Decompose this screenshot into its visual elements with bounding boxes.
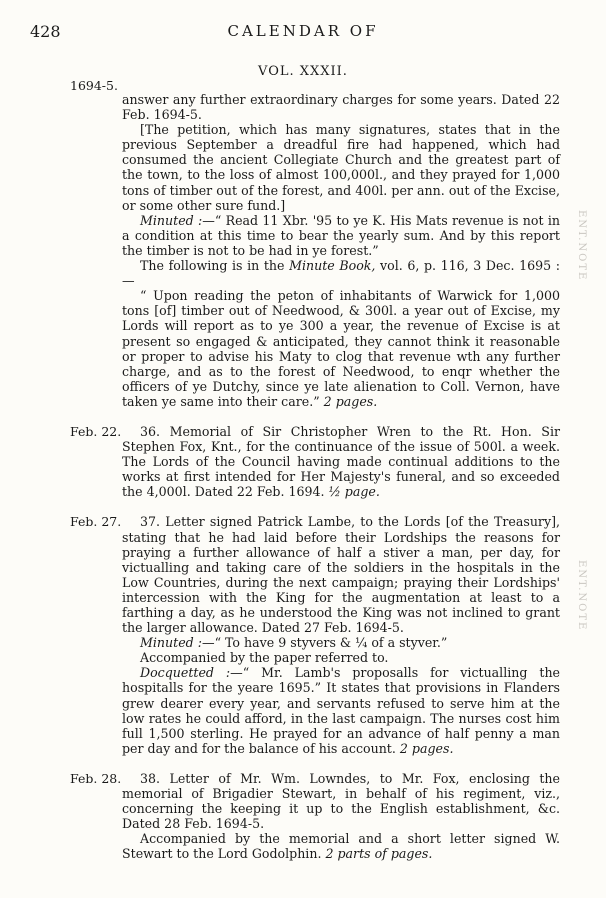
quote-text: “ Upon reading the peton of inhabitants of Warwick for 1,000 tons [of] timber out of Needwood, & 300l. a year out of Excise, my Lords will report as to ye 300 a year, the revenue of Excise is at present so engaged & anticipated, they cannot think it reasonable or proper to advise his Maty to clog that revenue wth any further charge, and as to the forest of Needwood, to enqr whether the officers of ye Dutchy, since ye late alienation to Coll. Vernon, have taken ye same into their care.”: [122, 288, 560, 409]
document-body: [70, 92, 561, 862]
entry-body: 38. Letter of Mr. Wm. Lowndes, to Mr. Fox, enclosing the memorial of Brigadier Stewart, in behalf of his regiment, viz., concerning the keeping it up to the English establishment, &c. Dated 28 Feb. 1694-5.: [122, 770, 560, 832]
minute-book-ref: Minute Book,: [289, 258, 376, 274]
entry-38: [70, 770, 560, 862]
entry-date: Feb. 28.: [70, 770, 122, 786]
docquetted-paragraph: [122, 665, 560, 756]
entry-date: Feb. 27.: [70, 514, 122, 530]
docquetted-text: “ Mr. Lamb's proposalls for victualling the hospitalls for the yeare 1695.” It states that provisions in Flanders grew dearer every year, and servants refused to serve him at the low rates he could afford, in the last campaign. The nurses cost him full 1,500 sterling. He prayed for an advance of half penny a man per day and for the balance of his account.: [122, 665, 561, 756]
accompanied-note: Accompanied by the paper referred to.: [140, 650, 389, 666]
library-stamp: ENT.NOTE: [576, 560, 587, 632]
year-margin-note: 1694-5.: [70, 78, 118, 93]
minute-book-paragraph: [122, 258, 560, 288]
entry-body: 37. Letter signed Patrick Lambe, to the Lords [of the Treasury], stating that he had laid before their Lordships the reasons for praying a further allowance of half a stiver a man, per day, for victualling and taking care of the soldiers in the hospitals in the Low Countries, during the next campaign; praying their Lordships' intercession with the King for the augmentation at least to a farthing a day, as he understood the King was not inclined to grant the larger allowance. Dated 27 Feb. 1694-5.: [122, 514, 560, 636]
library-stamp: ENT.NOTE: [576, 210, 587, 282]
entry-continuation: [122, 92, 560, 409]
docquetted-label: Docquetted :—: [140, 665, 243, 681]
continuation-text: answer any further extraordinary charges for some years. Dated 22 Feb. 1694-5.: [122, 92, 560, 123]
entry-36: [70, 423, 560, 500]
accompanied-note: Accompanied by the memorial and a short letter signed W. Stewart to the Lord Godolphin.: [122, 831, 560, 862]
pages-note: ½ page.: [328, 484, 380, 500]
page-number: 428: [30, 22, 61, 41]
entry-text: [122, 424, 560, 499]
minuted-label: Minuted :—: [140, 635, 215, 651]
entry-37: [70, 514, 561, 756]
minuted-text: “ To have 9 styvers & ¼ of a styver.”: [214, 635, 448, 651]
pages-note: 2 pages.: [399, 740, 454, 756]
volume-heading: VOL. XXXII.: [258, 64, 348, 79]
minuted-label: Minuted :—: [140, 212, 215, 228]
entry-date: Feb. 22.: [70, 423, 122, 439]
bracket-note: [The petition, which has many signatures, states that in the previous September a dreadful fire had happened, which had consumed the ancient Collegiate Church and the greatest part of the town, to the loss of almost 100,000l., and they prayed for 1,000 tons of timber out of the forest, and 400l. per ann. out of the Excise, or some other sure fund.]: [122, 122, 560, 213]
minuted-text: “ Read 11 Xbr. '95 to ye K. His Mats revenue is not in a condition at this time to bear the yearly sum. And by this report the timber is not to be had in ye forest.”: [122, 212, 560, 258]
pages-note: 2 pages.: [323, 393, 378, 409]
accompanied-paragraph: [122, 831, 560, 861]
pages-note: 2 parts of pages.: [325, 846, 433, 862]
quote-paragraph: [122, 288, 560, 409]
minuted-paragraph: [122, 635, 560, 650]
minute-book-intro: The following is in the: [140, 258, 285, 274]
minute-book-rest: vol. 6, p. 116, 3 Dec. 1695 :—: [122, 258, 560, 289]
entry-body: 36. Memorial of Sir Christopher Wren to the Rt. Hon. Sir Stephen Fox, Knt., for the continuance of the issue of 500l. a week. The Lords of the Council having made continual additions to the works at first intended for Her Majesty's funeral, and so exceeded the 4,000l. Dated 22 Feb. 1694.: [122, 423, 560, 500]
page-header: [0, 22, 606, 44]
running-title: CALENDAR OF: [227, 22, 379, 40]
minuted-paragraph: [122, 213, 560, 258]
